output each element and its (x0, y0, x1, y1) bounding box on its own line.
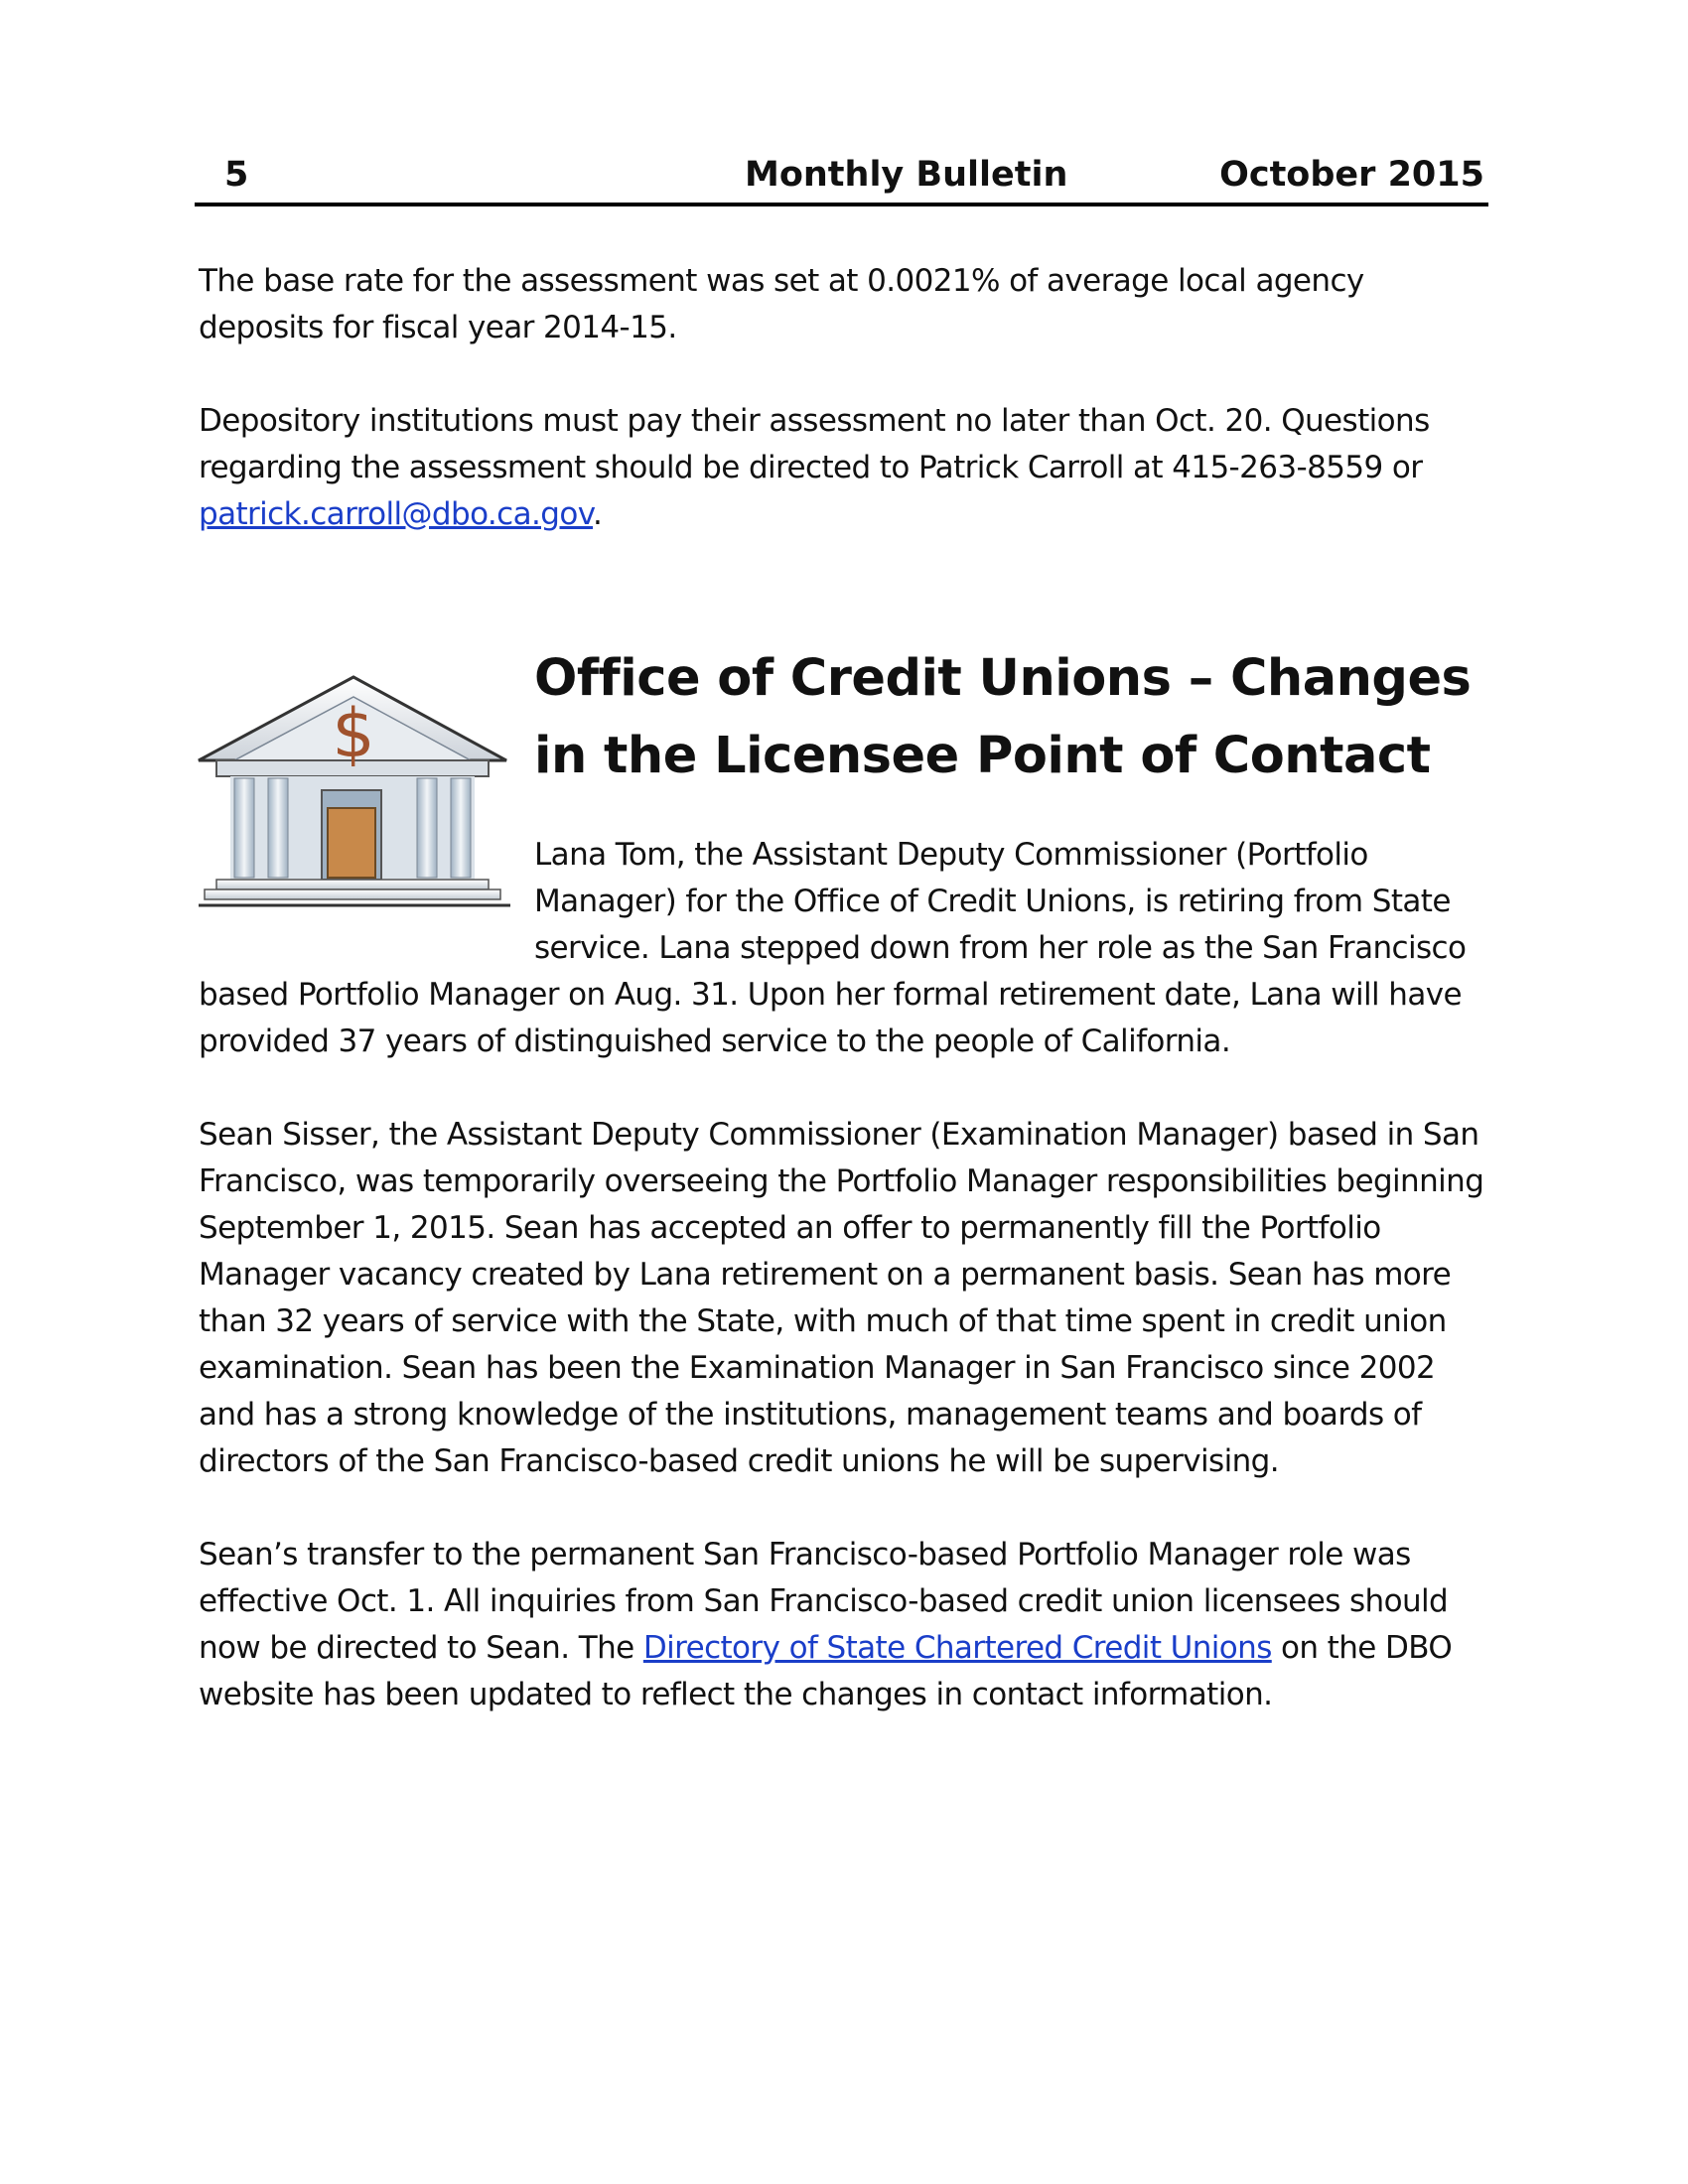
bulletin-title: Monthly Bulletin (745, 155, 1068, 195)
intro-paragraph-2 (199, 398, 1489, 538)
article-paragraph-3-end: on the DBO website has been updated to reflect the changes in contact information. (199, 1630, 1453, 1712)
dollar-symbol: $ (332, 695, 375, 773)
article-paragraph-2: Sean Sisser, the Assistant Deputy Commissioner (Examination Manager) based in San Francisco, was temporarily overseeing the Portfolio Manager responsibilities beginning September 1, 2015. Sean has accepted an offer to permanently fill the Portfolio Manager vacancy created by Lana retirement on a permanent basis. Sean has more than 32 years of service with the State, with much of that time spent in credit union examination. Sean has been the Examination Manager in San Francisco since 2002 and has a strong knowledge of the institutions, management teams and boards of directors of the San Francisco-based credit unions he will be supervising. (199, 1117, 1484, 1479)
intro-section (199, 258, 1489, 538)
article-paragraph-3-text: Sean’s transfer to the permanent San Francisco-based Portfolio Manager role was effective Oct. 1. All inquiries from San Francisco-based credit union licensees should now be directed to Sean. The (199, 1537, 1449, 1666)
article-paragraph-3 (199, 1532, 1497, 1718)
intro-paragraph-2-text: Depository institutions must pay their assessment no later than Oct. 20. Questions regarding the assessment should be directed to Patrick Carroll at 415-263-8559 or (199, 403, 1430, 485)
article-paragraph-1: Lana Tom, the Assistant Deputy Commissioner (Portfolio Manager) for the Office of Credit Unions, is retiring from State service. Lana stepped down from her role as the San Francisco based Portfolio Manager on Aug. 31. Upon her formal retirement date, Lana will have provided 37 years of distinguished service to the people of California. (199, 837, 1467, 1059)
page-number: 5 (224, 155, 249, 195)
page-header (195, 149, 1488, 206)
email-link[interactable]: patrick.carroll@dbo.ca.gov (199, 496, 594, 532)
article-body (199, 832, 1497, 1718)
article-heading-line-2: in the Licensee Point of Contact (534, 727, 1431, 785)
directory-link[interactable]: Directory of State Chartered Credit Unions (642, 1630, 1272, 1666)
bulletin-date: October 2015 (1219, 155, 1484, 195)
article-heading (534, 640, 1507, 795)
intro-paragraph-2-end: . (593, 496, 603, 532)
article-heading-line-1: Office of Credit Unions – Changes (534, 649, 1472, 708)
intro-paragraph-1: The base rate for the assessment was set at 0.0021% of average local agency deposits for fiscal year 2014-15. (199, 263, 1364, 345)
